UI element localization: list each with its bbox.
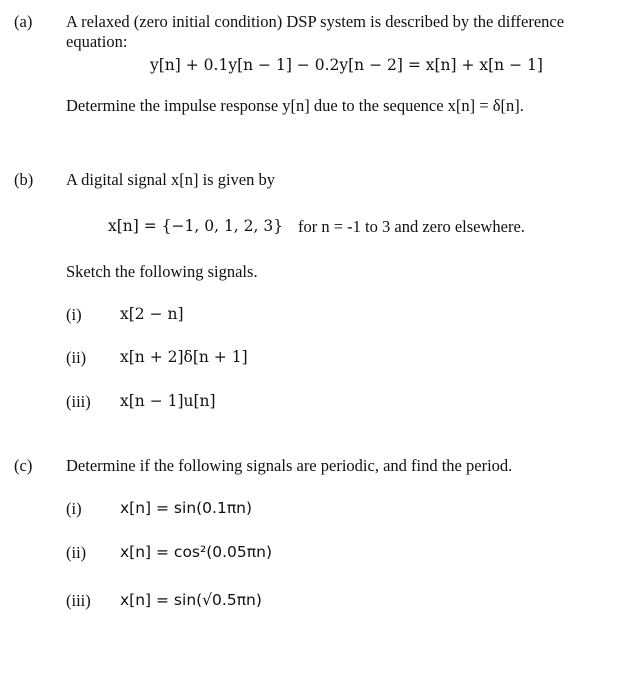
part-a-equation: y[n] + 0.1y[n − 1] − 0.2y[n − 2] = x[n] + x[n − 1]	[150, 56, 543, 74]
part-b-item-expression: x[n + 2]δ[n + 1]	[120, 348, 248, 366]
part-a-intro-line1: A relaxed (zero initial condition) DSP system is described by the difference	[66, 12, 565, 31]
part-b-signal-definition: x[n] = {−1, 0, 1, 2, 3}	[108, 217, 284, 235]
part-c-item-expression: x[n] = sin(√0.5πn)	[120, 591, 262, 609]
part-c-item-expression: x[n] = cos²(0.05πn)	[120, 543, 272, 561]
part-a-intro-line2: equation:	[66, 32, 128, 51]
part-b-item-expression: x[n − 1]u[n]	[120, 392, 216, 410]
part-a-question: Determine the impulse response y[n] due to the sequence x[n] = δ[n].	[66, 96, 524, 115]
part-c-item-number: (ii)	[66, 543, 87, 562]
part-b-item-expression: x[2 − n]	[120, 305, 184, 323]
part-b-label: (b)	[14, 170, 34, 189]
part-c-item-number: (iii)	[66, 591, 91, 610]
part-a-label: (a)	[14, 12, 33, 31]
part-c-intro: Determine if the following signals are periodic, and find the period.	[66, 456, 513, 475]
part-b-signal-range: for n = -1 to 3 and zero elsewhere.	[298, 217, 525, 236]
part-b-item-number: (i)	[66, 305, 82, 324]
part-b-item-number: (iii)	[66, 392, 91, 411]
part-c-item-number: (i)	[66, 499, 82, 518]
part-b-intro: A digital signal x[n] is given by	[66, 170, 275, 189]
part-b-instruction: Sketch the following signals.	[66, 262, 258, 281]
part-b-item-number: (ii)	[66, 348, 87, 367]
part-c-label: (c)	[14, 456, 33, 475]
part-c-item-expression: x[n] = sin(0.1πn)	[120, 499, 253, 517]
